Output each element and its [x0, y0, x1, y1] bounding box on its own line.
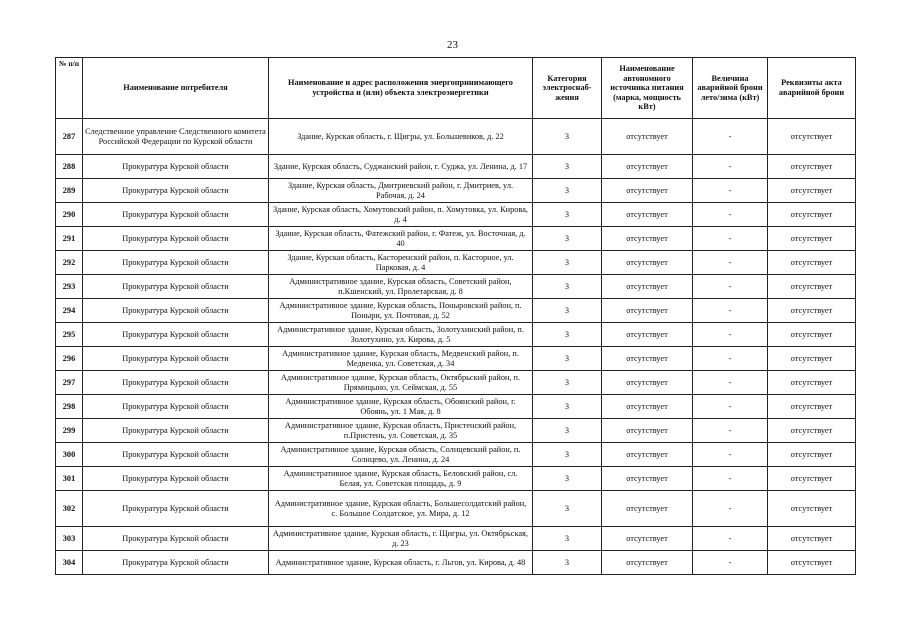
table-row [56, 395, 856, 419]
header-consumer: Наименование потребителя [83, 58, 269, 119]
consumer-cell: Прокуратура Курской области [83, 419, 269, 443]
header-autonomous-source: Наименование автономного источника питания (марка, мощность кВт) [602, 58, 693, 119]
table-row [56, 227, 856, 251]
autonomous-source-cell: отсутствует [602, 371, 693, 395]
address-cell: Административное здание, Курская область, Медвенский район, п. Медвенка, ул. Советская, д. 34 [269, 347, 533, 371]
reserve-power-cell: - [693, 299, 768, 323]
consumer-cell: Прокуратура Курской области [83, 527, 269, 551]
num-cell: 295 [56, 323, 83, 347]
consumer-cell: Прокуратура Курской области [83, 203, 269, 227]
table-row [56, 251, 856, 275]
reserve-power-cell: - [693, 551, 768, 575]
num-cell: 296 [56, 347, 83, 371]
table-row [56, 491, 856, 527]
num-cell: 302 [56, 491, 83, 527]
category-cell: 3 [533, 467, 602, 491]
act-details-cell: отсутствует [768, 491, 856, 527]
category-cell: 3 [533, 551, 602, 575]
act-details-cell: отсутствует [768, 251, 856, 275]
category-cell: 3 [533, 299, 602, 323]
category-cell: 3 [533, 347, 602, 371]
autonomous-source-cell: отсутствует [602, 227, 693, 251]
table-row [56, 179, 856, 203]
act-details-cell: отсутствует [768, 119, 856, 155]
address-cell: Административное здание, Курская область, г. Льгов, ул. Кирова, д. 48 [269, 551, 533, 575]
autonomous-source-cell: отсутствует [602, 251, 693, 275]
category-cell: 3 [533, 371, 602, 395]
table-row [56, 275, 856, 299]
num-cell: 290 [56, 203, 83, 227]
act-details-cell: отсутствует [768, 467, 856, 491]
category-cell: 3 [533, 203, 602, 227]
category-cell: 3 [533, 527, 602, 551]
table-row [56, 419, 856, 443]
consumer-cell: Прокуратура Курской области [83, 467, 269, 491]
num-cell: 287 [56, 119, 83, 155]
category-cell: 3 [533, 119, 602, 155]
address-cell: Здание, Курская область, Фатежский район, г. Фатеж, ул. Восточная, д. 40 [269, 227, 533, 251]
registry-table [55, 57, 856, 575]
autonomous-source-cell: отсутствует [602, 467, 693, 491]
reserve-power-cell: - [693, 443, 768, 467]
num-cell: 294 [56, 299, 83, 323]
reserve-power-cell: - [693, 491, 768, 527]
reserve-power-cell: - [693, 203, 768, 227]
autonomous-source-cell: отсутствует [602, 551, 693, 575]
consumer-cell: Прокуратура Курской области [83, 323, 269, 347]
header-address: Наименование и адрес расположения энергопринимающего устройства и (или) объекта электроэнергетики [269, 58, 533, 119]
consumer-cell: Прокуратура Курской области [83, 275, 269, 299]
reserve-power-cell: - [693, 395, 768, 419]
category-cell: 3 [533, 419, 602, 443]
table-row [56, 467, 856, 491]
consumer-cell: Прокуратура Курской области [83, 179, 269, 203]
category-cell: 3 [533, 275, 602, 299]
consumer-cell: Прокуратура Курской области [83, 491, 269, 527]
autonomous-source-cell: отсутствует [602, 443, 693, 467]
reserve-power-cell: - [693, 527, 768, 551]
reserve-power-cell: - [693, 251, 768, 275]
num-cell: 299 [56, 419, 83, 443]
table-row [56, 203, 856, 227]
act-details-cell: отсутствует [768, 179, 856, 203]
page-number: 23 [447, 39, 458, 51]
consumer-cell: Прокуратура Курской области [83, 251, 269, 275]
table-row [56, 527, 856, 551]
reserve-power-cell: - [693, 119, 768, 155]
num-cell: 300 [56, 443, 83, 467]
header-reserve-power: Величина аварийной брони лето/зима (кВт) [693, 58, 768, 119]
category-cell: 3 [533, 227, 602, 251]
autonomous-source-cell: отсутствует [602, 491, 693, 527]
autonomous-source-cell: отсутствует [602, 299, 693, 323]
reserve-power-cell: - [693, 275, 768, 299]
reserve-power-cell: - [693, 227, 768, 251]
table-row [56, 347, 856, 371]
table-row [56, 443, 856, 467]
num-cell: 298 [56, 395, 83, 419]
consumer-cell: Прокуратура Курской области [83, 299, 269, 323]
autonomous-source-cell: отсутствует [602, 203, 693, 227]
autonomous-source-cell: отсутствует [602, 527, 693, 551]
address-cell: Здание, Курская область, г. Щигры, ул. Большевиков, д. 22 [269, 119, 533, 155]
table-row [56, 323, 856, 347]
act-details-cell: отсутствует [768, 395, 856, 419]
act-details-cell: отсутствует [768, 323, 856, 347]
address-cell: Здание, Курская область, Хомутовский район, п. Хомутовка, ул. Кирова, д. 4 [269, 203, 533, 227]
consumer-cell: Прокуратура Курской области [83, 371, 269, 395]
category-cell: 3 [533, 443, 602, 467]
num-cell: 303 [56, 527, 83, 551]
category-cell: 3 [533, 395, 602, 419]
table-row [56, 155, 856, 179]
table-row [56, 119, 856, 155]
autonomous-source-cell: отсутствует [602, 179, 693, 203]
autonomous-source-cell: отсутствует [602, 395, 693, 419]
consumer-cell: Прокуратура Курской области [83, 395, 269, 419]
num-cell: 289 [56, 179, 83, 203]
table-row [56, 371, 856, 395]
act-details-cell: отсутствует [768, 443, 856, 467]
act-details-cell: отсутствует [768, 299, 856, 323]
header-category: Категория электроснаб-жения [533, 58, 602, 119]
act-details-cell: отсутствует [768, 227, 856, 251]
num-cell: 301 [56, 467, 83, 491]
address-cell: Здание, Курская область, Дмитриевский район, г. Дмитриев, ул. Рабочая, д. 24 [269, 179, 533, 203]
reserve-power-cell: - [693, 467, 768, 491]
address-cell: Административное здание, Курская область, Поныровский район, п. Поныри, ул. Почтовая, д. 52 [269, 299, 533, 323]
category-cell: 3 [533, 251, 602, 275]
reserve-power-cell: - [693, 347, 768, 371]
header-num: № п/п [56, 58, 83, 119]
consumer-cell: Прокуратура Курской области [83, 155, 269, 179]
table-row [56, 551, 856, 575]
address-cell: Административное здание, Курская область, Обоянский район, г. Обоянь, ул. 1 Мая, д. 8 [269, 395, 533, 419]
category-cell: 3 [533, 179, 602, 203]
address-cell: Административное здание, Курская область, Солнцевский район, п. Солнцево, ул. Ленина, д. 24 [269, 443, 533, 467]
category-cell: 3 [533, 155, 602, 179]
address-cell: Административное здание, Курская область, Советский район, п.Кшенский, ул. Пролетарская, д. 8 [269, 275, 533, 299]
consumer-cell: Прокуратура Курской области [83, 227, 269, 251]
num-cell: 304 [56, 551, 83, 575]
act-details-cell: отсутствует [768, 551, 856, 575]
reserve-power-cell: - [693, 323, 768, 347]
autonomous-source-cell: отсутствует [602, 155, 693, 179]
header-act-details: Реквизиты акта аварийной брони [768, 58, 856, 119]
consumer-cell: Следственное управление Следственного комитета Российской Федерации по Курской области [83, 119, 269, 155]
autonomous-source-cell: отсутствует [602, 347, 693, 371]
autonomous-source-cell: отсутствует [602, 119, 693, 155]
address-cell: Административное здание, Курская область, Золотухинский район, п. Золотухино, ул. Кирова, д. 5 [269, 323, 533, 347]
table-header [56, 58, 856, 119]
act-details-cell: отсутствует [768, 347, 856, 371]
act-details-cell: отсутствует [768, 371, 856, 395]
category-cell: 3 [533, 491, 602, 527]
reserve-power-cell: - [693, 419, 768, 443]
table-row [56, 299, 856, 323]
address-cell: Административное здание, Курская область, Пристенский район, п.Пристень, ул. Советская, д. 35 [269, 419, 533, 443]
num-cell: 291 [56, 227, 83, 251]
reserve-power-cell: - [693, 155, 768, 179]
address-cell: Административное здание, Курская область, Октябрьский район, п. Прямицыно, ул. Сеймская, д. 55 [269, 371, 533, 395]
act-details-cell: отсутствует [768, 203, 856, 227]
act-details-cell: отсутствует [768, 527, 856, 551]
reserve-power-cell: - [693, 371, 768, 395]
address-cell: Административное здание, Курская область, Беловский район, сл. Белая, ул. Советская площадь, д. 9 [269, 467, 533, 491]
act-details-cell: отсутствует [768, 275, 856, 299]
num-cell: 293 [56, 275, 83, 299]
autonomous-source-cell: отсутствует [602, 275, 693, 299]
consumer-cell: Прокуратура Курской области [83, 551, 269, 575]
address-cell: Административное здание, Курская область, Большесолдатский район, с. Большое Солдатское, ул. Мира, д. 12 [269, 491, 533, 527]
table-body [56, 119, 856, 575]
address-cell: Здание, Курская область, Касторенский район, п. Касторное, ул. Парковая, д. 4 [269, 251, 533, 275]
address-cell: Здание, Курская область, Суджанский район, г. Суджа, ул. Ленина, д. 17 [269, 155, 533, 179]
reserve-power-cell: - [693, 179, 768, 203]
autonomous-source-cell: отсутствует [602, 419, 693, 443]
num-cell: 292 [56, 251, 83, 275]
category-cell: 3 [533, 323, 602, 347]
num-cell: 297 [56, 371, 83, 395]
consumer-cell: Прокуратура Курской области [83, 347, 269, 371]
num-cell: 288 [56, 155, 83, 179]
act-details-cell: отсутствует [768, 419, 856, 443]
consumer-cell: Прокуратура Курской области [83, 443, 269, 467]
act-details-cell: отсутствует [768, 155, 856, 179]
autonomous-source-cell: отсутствует [602, 323, 693, 347]
address-cell: Административное здание, Курская область, г. Щигры, ул. Октябрьская, д. 23 [269, 527, 533, 551]
